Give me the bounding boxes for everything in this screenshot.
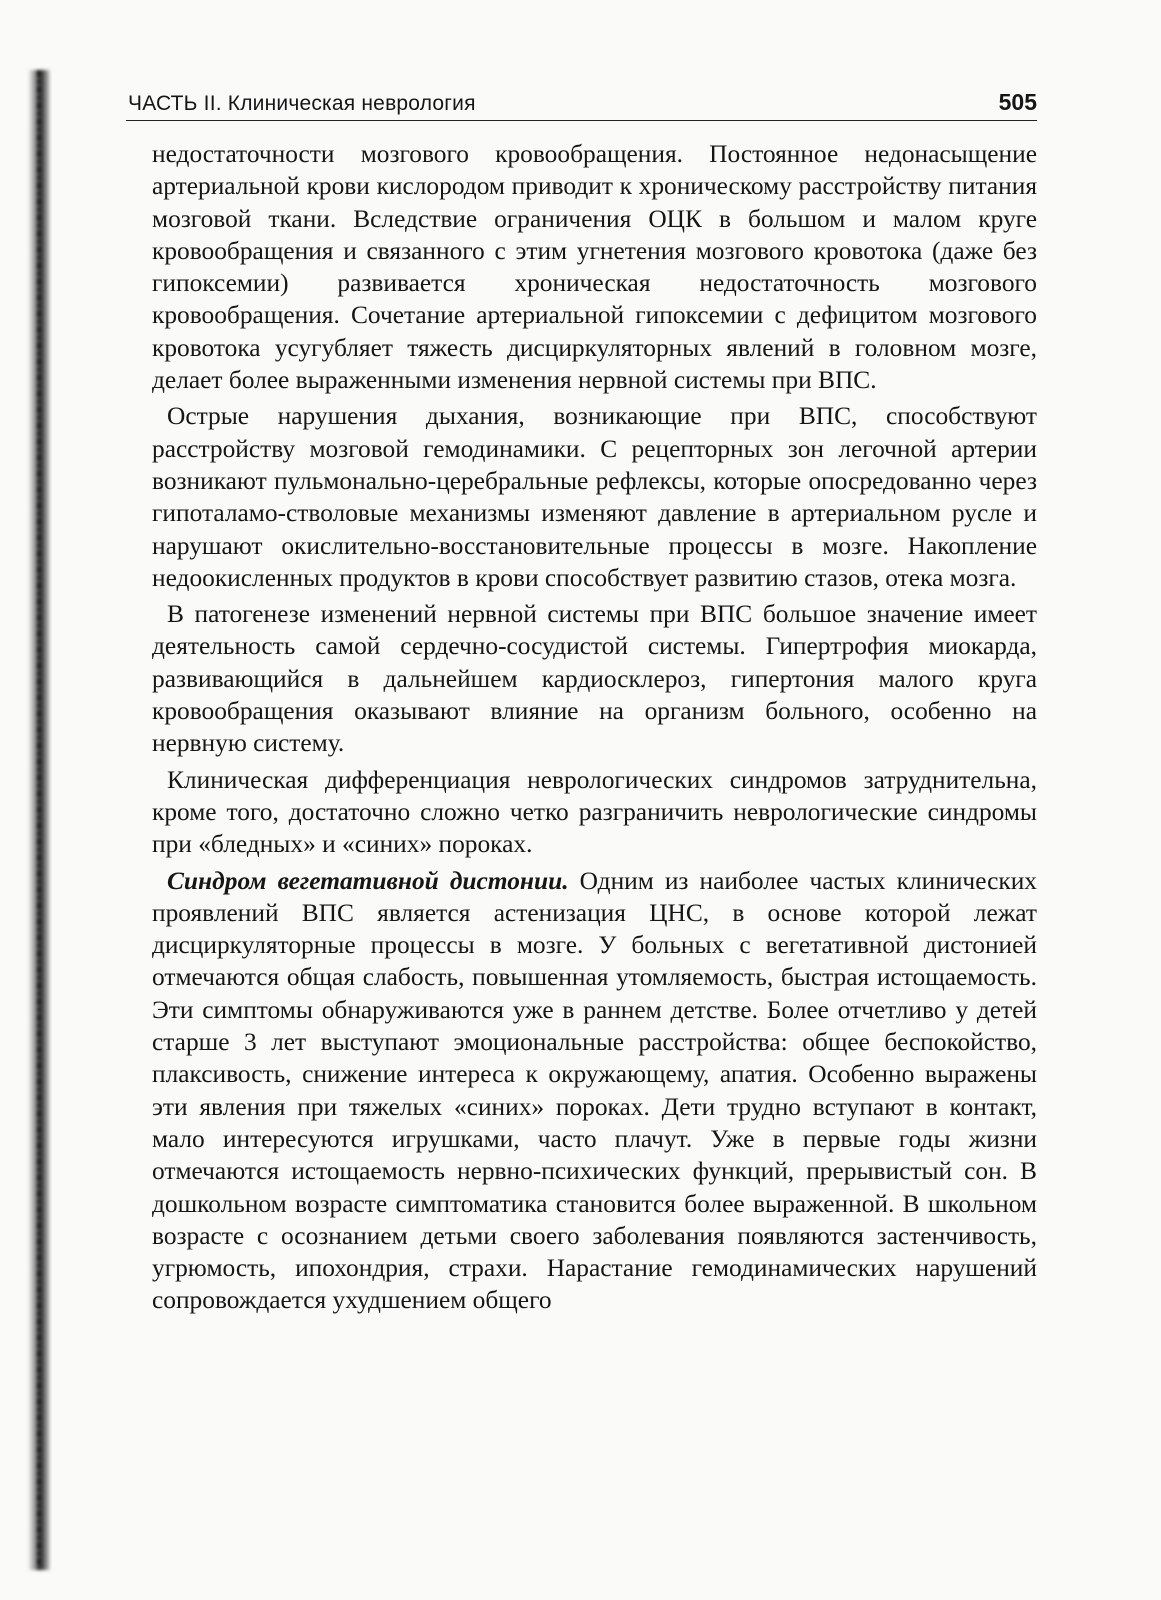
running-header (126, 86, 1037, 121)
subsection-heading: Синдром вегетативной дистонии. (167, 866, 569, 895)
paragraph-5-text: Одним из наиболее частых клинических проявлений ВПС является астенизация ЦНС, в основе которой лежат дисциркуляторные процессы в мозге. У больных с вегетативной дистонией отмечаются общая слабость, повышенная утомляемость, быстрая истощаемость. Эти симптомы обнаруживаются уже в раннем детстве. Более отчетливо у детей старше 3 лет выступают эмоциональные расстройства: общее беспокойство, плаксивость, снижение интереса к окружающему, апатия. Особенно выражены эти явления при тяжелых «синих» пороках. Дети трудно вступают в контакт, мало интересуются игрушками, часто плачут. Уже в первые годы жизни отмечаются истощаемость нервно-психических функций, прерывистый сон. В дошкольном возрасте симптоматика становится более выраженной. В школьном возрасте с осознанием детьми своего заболевания появляются застенчивость, угрюмость, ипохондрия, страхи. Нарастание гемодинамических нарушений сопровождается ухудшением общего (152, 866, 1037, 1315)
paragraph-2: Острые нарушения дыхания, возникающие при ВПС, способствуют расстройству мозговой гемодинамики. С рецепторных зон легочной артерии возникают пульмонально-церебральные рефлексы, которые опосредованно через гипоталамо-стволовые механизмы изменяют давление в артериальном русле и нарушают окислительно-восстановительные процессы в мозге. Накопление недоокисленных продуктов в крови способствует развитию стазов, отека мозга. (152, 402, 1037, 592)
paragraph-3: В патогенезе изменений нервной системы при ВПС большое значение имеет деятельность самой сердечно-сосудистой системы. Гипертрофия миокарда, развивающийся в дальнейшем кардиосклероз, гипертония малого круга кровообращения оказывают влияние на организм больного, особенно на нервную систему. (152, 600, 1037, 758)
paragraph-4: Клиническая дифференциация неврологических синдромов затруднительна, кроме того, достаточно сложно четко разграничить неврологические синдромы при «бледных» и «синих» пороках. (152, 765, 1037, 859)
paragraph-5 (152, 865, 1037, 1317)
page-number: 505 (998, 89, 1037, 115)
section-title: ЧАСТЬ II. Клиническая неврология (128, 92, 476, 115)
body-text (152, 138, 1037, 1321)
paragraph-1: недостаточности мозгового кровообращения. Постоянное недонасыщение артериальной крови кислородом приводит к хроническому расстройству питания мозговой ткани. Вследствие ограничения ОЦК в большом и малом круге кровообращения и связанного с этим угнетения мозгового кровотока (даже без гипоксемии) развивается хроническая недостаточность мозгового кровообращения. Сочетание артериальной гипоксемии с дефицитом мозгового кровотока усугубляет тяжесть дисциркуляторных явлений в головном мозге, делает более выраженными изменения нервной системы при ВПС. (152, 140, 1037, 395)
book-binding-edge (28, 70, 50, 1570)
